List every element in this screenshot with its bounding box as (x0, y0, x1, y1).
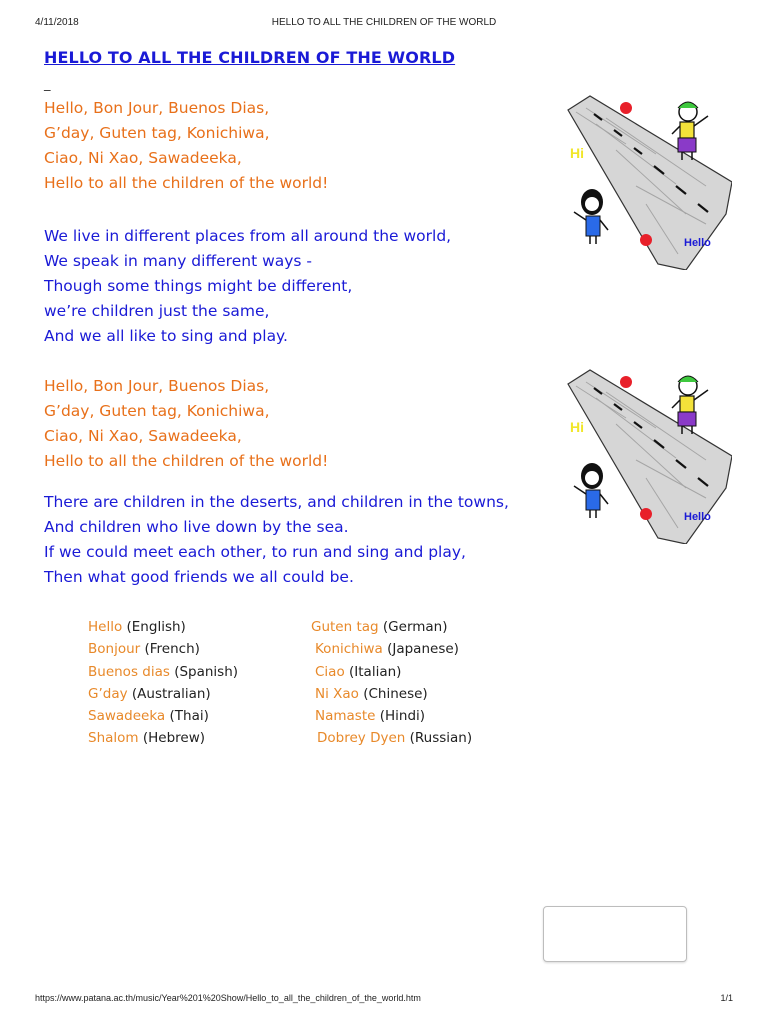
lyric-line: G’day, Guten tag, Konichiwa, (44, 124, 270, 142)
stanza-verse-2 (44, 490, 509, 590)
lyric-line: Hello to all the children of the world! (44, 452, 329, 470)
language-row (88, 638, 238, 660)
flower-icon (640, 234, 652, 246)
greeting-word: Bonjour (88, 641, 141, 658)
stanza-verse-1 (44, 224, 451, 349)
page-url: https://www.patana.ac.th/music/Year%201%20Show/Hello_to_all_the_children_of_the_world.htm (35, 993, 421, 1003)
lyric-line: G’day, Guten tag, Konichiwa, (44, 402, 270, 420)
stanza-chorus-1 (44, 96, 328, 196)
language-name: (Chinese) (363, 685, 428, 702)
flower-icon (620, 376, 632, 388)
children-road-illustration (566, 368, 732, 544)
lyric-line: Then what good friends we all could be. (44, 568, 354, 586)
lyric-line: And children who live down by the sea. (44, 518, 349, 536)
greeting-word: Hello (88, 619, 123, 635)
language-row (311, 638, 472, 660)
lyric-line: If we could meet each other, to run and sing and play, (44, 543, 466, 561)
flower-icon (640, 508, 652, 520)
print-footer (0, 993, 768, 1007)
lyric-line: Though some things might be different, (44, 277, 353, 295)
language-name: (French) (144, 641, 200, 658)
language-name: (English) (126, 619, 186, 635)
print-title: HELLO TO ALL THE CHILDREN OF THE WORLD (271, 17, 497, 28)
flower-icon (620, 102, 632, 114)
language-row (88, 727, 238, 749)
greeting-word: Ni Xao (315, 685, 359, 702)
language-name: (Spanish) (174, 663, 239, 680)
lyric-line: We live in different places from all around the world, (44, 227, 452, 245)
language-row (311, 705, 472, 727)
greeting-word: Guten tag (311, 619, 379, 635)
language-name: (Thai) (169, 708, 209, 725)
language-name: (Japanese) (387, 641, 459, 658)
underscore-mark: _ (44, 77, 51, 92)
lyric-line: Ciao, Ni Xao, Sawadeeka, (44, 427, 242, 445)
child-black-hair-icon (574, 463, 608, 518)
hi-label: Hi (570, 419, 584, 435)
lyric-line: And we all like to sing and play. (44, 327, 288, 345)
greeting-word: Konichiwa (315, 641, 383, 658)
language-name: (Russian) (409, 730, 473, 747)
hello-label: Hello (684, 237, 711, 249)
children-road-illustration (566, 94, 732, 270)
lyric-line: Ciao, Ni Xao, Sawadeeka, (44, 149, 242, 167)
language-name: (Australian) (131, 685, 211, 702)
greeting-word: G’day (88, 685, 128, 702)
empty-overlay-box (543, 906, 687, 962)
lyric-line: There are children in the deserts, and children in the towns, (44, 493, 509, 511)
language-row (88, 705, 238, 727)
language-name: (Italian) (349, 663, 402, 680)
language-name: (Hindi) (379, 708, 426, 725)
language-row (311, 616, 472, 638)
lyric-line: We speak in many different ways - (44, 252, 313, 270)
hi-label: Hi (570, 145, 584, 161)
language-row (88, 616, 238, 638)
greeting-word: Shalom (88, 730, 139, 747)
page-number: 1/1 (720, 993, 733, 1003)
language-list-right (311, 616, 472, 750)
lyric-line: we’re children just the same, (44, 302, 270, 320)
language-name: (German) (382, 619, 448, 635)
lyric-line: Hello, Bon Jour, Buenos Dias, (44, 377, 270, 395)
greeting-word: Dobrey Dyen (317, 730, 406, 747)
stanza-chorus-2 (44, 374, 328, 474)
hello-label: Hello (684, 511, 711, 523)
greeting-word: Namaste (315, 708, 376, 725)
lyric-line: Hello to all the children of the world! (44, 174, 329, 192)
language-row (311, 661, 472, 683)
print-date: 4/11/2018 (35, 17, 79, 28)
greeting-word: Ciao (315, 663, 345, 680)
song-title: HELLO TO ALL THE CHILDREN OF THE WORLD (44, 48, 456, 67)
language-row (88, 661, 238, 683)
language-row (88, 683, 238, 705)
print-header (0, 17, 768, 31)
language-name: (Hebrew) (142, 730, 206, 747)
greeting-word: Sawadeeka (88, 708, 166, 725)
language-list-left (88, 616, 238, 750)
language-row (311, 683, 472, 705)
greeting-word: Buenos dias (88, 663, 170, 680)
language-row (311, 727, 472, 749)
child-black-hair-icon (574, 189, 608, 244)
lyric-line: Hello, Bon Jour, Buenos Dias, (44, 99, 270, 117)
